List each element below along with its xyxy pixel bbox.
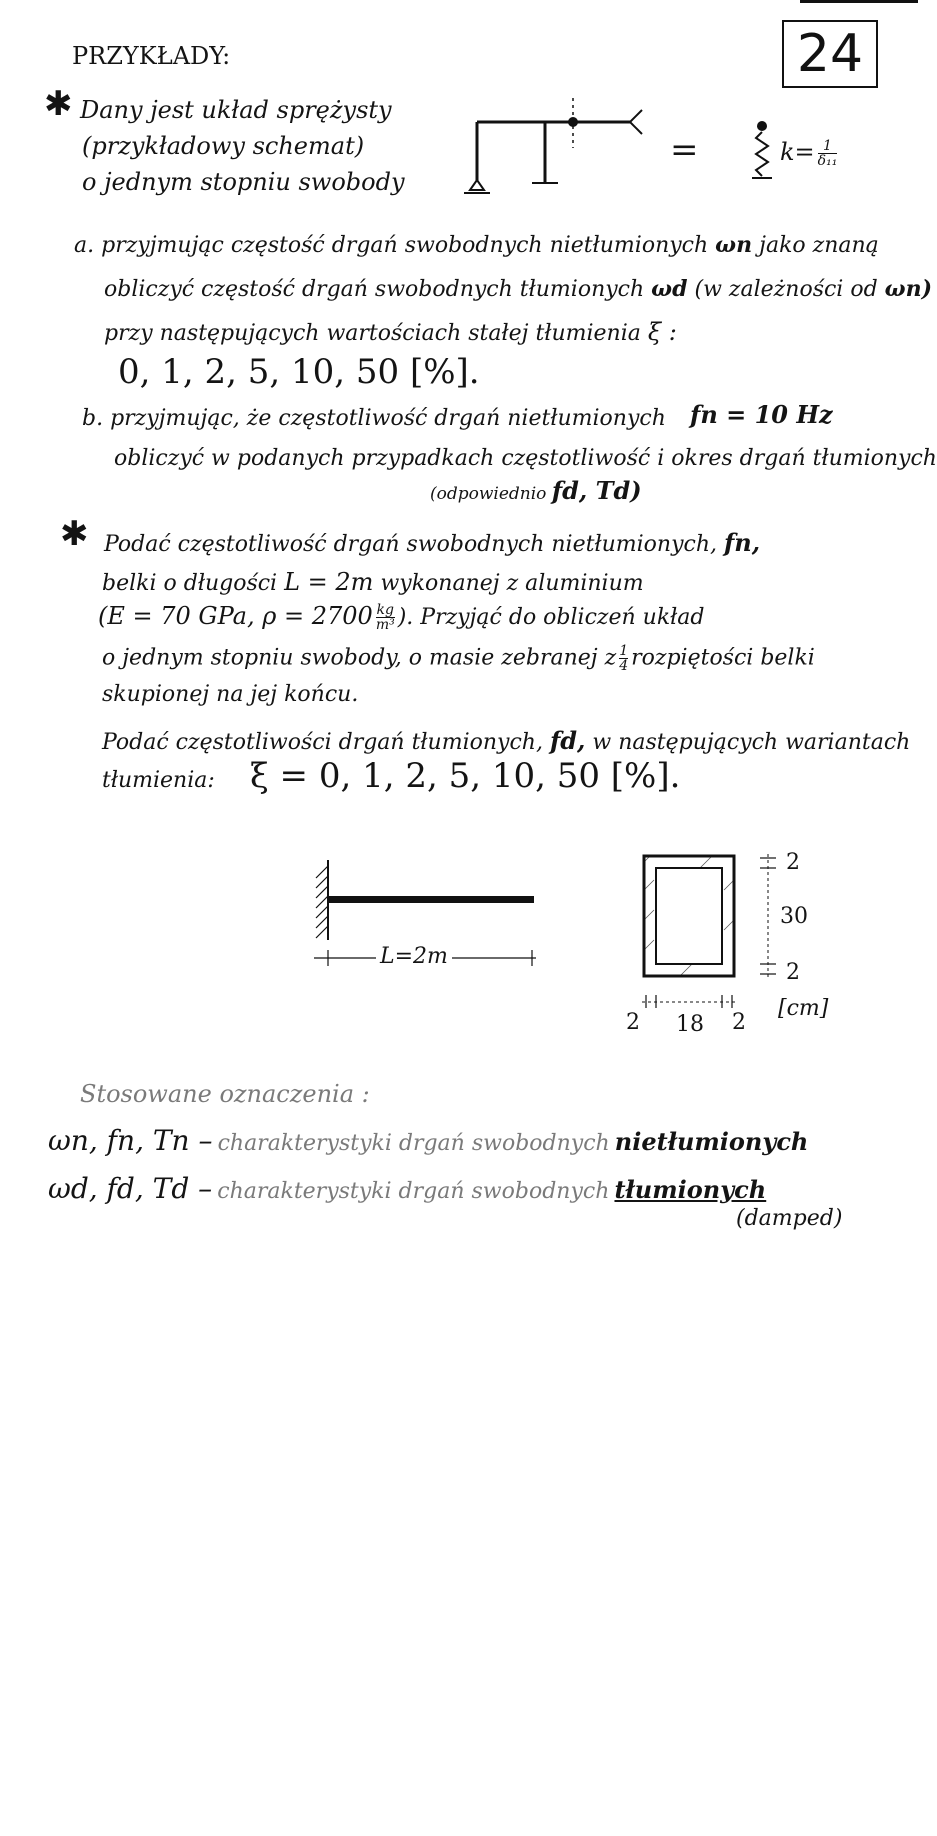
ex2-line1	[104, 528, 760, 557]
quarter-fraction	[619, 644, 628, 673]
ex2-line6	[102, 726, 910, 755]
part-a-marker: a.	[74, 233, 95, 258]
part-a-line1	[74, 232, 879, 258]
part-b-text3: (odpowiednio	[430, 484, 547, 504]
fd-symbol: fd,	[549, 726, 586, 755]
ex1-line2: (przykładowy schemat)	[82, 132, 365, 160]
fd-td-symbols: fd, Td)	[551, 476, 642, 505]
fn-value: fn = 10 Hz	[690, 400, 833, 429]
dim-mid: 30	[780, 904, 808, 929]
cross-section-figure	[640, 850, 790, 1010]
page-title: PRZYKŁADY:	[72, 42, 231, 70]
part-b-line1	[82, 406, 666, 431]
dim-left: 2	[626, 1010, 640, 1035]
page-number-box: 24	[782, 20, 878, 88]
ex2-damping-values: ξ = 0, 1, 2, 5, 10, 50 [%].	[250, 756, 681, 796]
ex2-text2b: wykonanej z aluminium	[380, 571, 644, 596]
dim-right: 2	[732, 1010, 746, 1035]
notation-row1-symbols: ωn, fn, Tn –	[48, 1124, 213, 1157]
damping-values: 0, 1, 2, 5, 10, 50 [%].	[118, 352, 480, 392]
ex2-text4a: o jednym stopniu swobody, o masie zebranej z	[102, 645, 617, 671]
ex2-line7	[102, 768, 215, 793]
notation-row2-text: charakterystyki drgań swobodnych	[217, 1179, 610, 1204]
dim-top: 2	[786, 850, 800, 875]
ex2-text6b: w następujących wariantach	[592, 730, 911, 755]
notation-row2-symbols: ωd, fd, Td –	[48, 1172, 213, 1205]
quarter-den: 4	[619, 658, 629, 674]
part-b-marker: b.	[82, 406, 104, 431]
density-unit	[376, 603, 395, 632]
ex2-text1: Podać częstotliwość drgań swobodnych nietłumionych,	[104, 532, 717, 557]
omega-n-ref: ωn)	[884, 276, 933, 302]
dim-center: 18	[676, 1012, 704, 1037]
dim-bottom: 2	[786, 960, 800, 985]
part-a-text3: przy następujących wartościach stałej tłumienia	[104, 321, 641, 346]
part-a-line2	[104, 276, 932, 302]
notation-row1-text: charakterystyki drgań swobodnych	[217, 1131, 610, 1156]
unit-label: [cm]	[778, 996, 829, 1021]
omega-d-symbol: ωd	[651, 276, 688, 302]
notation-heading: Stosowane oznaczenia :	[80, 1080, 370, 1108]
notation-row1	[48, 1124, 808, 1157]
equals-sign: =	[670, 130, 699, 170]
part-a-text1: przyjmując częstość drgań swobodnych nietłumionych	[101, 233, 709, 258]
k-fraction	[818, 139, 838, 168]
ex2-line2	[102, 568, 644, 596]
ex2-line5: skupionej na jej końcu.	[102, 682, 359, 707]
fn-symbol: fn,	[723, 528, 761, 557]
material-modulus: (E = 70 GPa,	[98, 602, 255, 630]
ex2-text6a: Podać częstotliwości drgań tłumionych,	[102, 730, 543, 755]
part-b-line3	[430, 476, 642, 505]
part-a-line3	[104, 318, 677, 346]
ex2-text3c: ). Przyjąć do obliczeń układ	[397, 605, 705, 630]
part-b-text1: przyjmując, że częstotliwość drgań nietłumionych	[110, 406, 666, 431]
k-label: k=	[780, 138, 815, 166]
damped-note: (damped)	[736, 1206, 843, 1231]
ex2-text7a: tłumienia:	[102, 768, 215, 793]
ex1-line3: o jednym stopniu swobody	[82, 168, 405, 196]
ex2-line3	[98, 602, 705, 632]
density-unit-num: kg	[376, 602, 394, 618]
ex2-text4b: rozpiętości belki	[631, 645, 815, 671]
part-a-text1b: jako znaną	[759, 233, 879, 258]
density-unit-den: m³	[375, 617, 395, 633]
beam-length-label: L=2m	[376, 944, 452, 969]
notation-row2-bold: tłumionych	[614, 1175, 767, 1204]
spring-icon	[750, 120, 774, 190]
ex2-text2a: belki o długości	[102, 571, 278, 596]
notation-row2	[48, 1172, 766, 1205]
star-bullet-icon: ✱	[44, 84, 73, 124]
top-edge-line	[800, 0, 918, 3]
part-a-text2: obliczyć częstość drgań swobodnych tłumionych	[104, 277, 645, 302]
star-bullet-2-icon: ✱	[60, 514, 89, 554]
beam-length: L = 2m	[284, 568, 374, 596]
quarter-num: 1	[619, 643, 629, 659]
omega-n-symbol: ωn	[715, 232, 753, 258]
material-density: ρ = 2700	[262, 602, 373, 630]
part-b-line2: obliczyć w podanych przypadkach częstotliwość i okres drgań tłumionych	[114, 446, 937, 471]
xi-symbol: ξ :	[647, 318, 677, 346]
k-fraction-denominator: δ₁₁	[817, 153, 838, 169]
frame-schematic	[460, 92, 660, 202]
k-fraction-numerator: 1	[818, 139, 838, 154]
ex2-line4	[102, 644, 815, 673]
part-a-text2b: (w zależności od	[694, 277, 878, 302]
ex1-line1: Dany jest układ sprężysty	[80, 96, 392, 124]
stiffness-formula	[780, 138, 840, 168]
notation-row1-bold: nietłumionych	[614, 1127, 809, 1156]
